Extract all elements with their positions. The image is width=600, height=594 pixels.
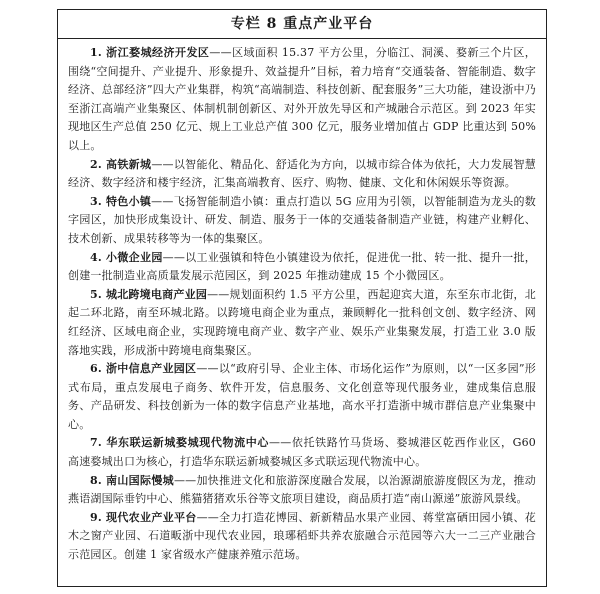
- item-text: ——依托铁路竹马货场、婺城港区乾西作业区，G60 高速婺城出口为核心，打造华东联运新城婺城区多式联运现代物流中心。: [68, 436, 536, 469]
- item-text: ——规划面积约 1.5 平方公里，西起迎宾大道，东至东市北街，北起二环北路，南至环城北路。以跨境电商企业为重点，兼顾孵化一批科创文创、数字经济、网红经济、区域电商企业，实现跨境电商产业、数字产业、娱乐产业集聚发展，打造工业 3.0 版落地实践，形成浙中跨境电商集聚区。: [68, 287, 536, 357]
- item-text: ——飞扬智能制造小镇：重点打造以 5G 应用为引领，以智能制造为龙头的数字园区，加快形成集设计、研发、制造、服务于一体的交通装备制造产业链，构建产业孵化、技术创新、成果转移等为一体的集聚区。: [68, 194, 536, 245]
- list-item: [68, 360, 536, 434]
- list-item: [68, 472, 536, 509]
- list-item: [68, 44, 536, 156]
- item-text: ——以“政府引导、企业主体、市场化运作”为原则，以“一区多园”形式布局，重点发展电子商务、软件开发，信息服务、文化创意等现代服务业，建成集信息服务、产品研发、科技创新为一体的数字信息产业基地，高水平打造浙中城市群信息产业集聚中心。: [68, 362, 536, 431]
- list-item: [68, 434, 536, 471]
- item-text: ——加快推进文化和旅游深度融合发展，以治源湖旅游度假区为龙，推动燕语湖国际垂钓中心、熊猫猪猪欢乐谷等文旅项目建设，商品质打造“南山源递”旅游风景线。: [68, 473, 536, 506]
- item-heading: 3. 特色小镇: [90, 194, 152, 208]
- item-text: ——以工业强镇和特色小镇建设为依托，促进优一批、转一批、提升一批，创建一批制造业高质量发展示范园区，到 2025 年推动建成 15 个小微园区。: [68, 250, 536, 283]
- item-heading: 1. 浙江婺城经济开发区: [90, 46, 210, 59]
- item-heading: 4. 小微企业园: [90, 250, 163, 264]
- item-heading: 2. 高铁新城: [90, 157, 152, 171]
- item-heading: 6. 浙中信息产业园区: [90, 362, 197, 376]
- item-text: ——以智能化、精品化、舒适化为方向，以城市综合体为依托，大力发展智慧经济、数字经济和楼宇经济，汇集高端教育、医疗、购物、健康、文化和休闲娱乐等资源。: [68, 157, 536, 190]
- item-heading: 7. 华东联运新城婺城现代物流中心: [90, 436, 270, 450]
- item-text: ——区域面积 15.37 平方公里，分临江、洞溪、婺新三个片区，围绕“空间提升、产业提升、形象提升、效益提升”目标，着力培育“交通装备、智能制造、数字经济、总部经济”四大产业集群，构筑“高端制造、科技创新、配套服务”三大功能，建设浙中乃至浙江高端产业集聚区、体制机制创新区、对外开放先导区和产城融合示范区。到 2023 年实现地区生产总值 250 亿元、规上工业总产值 300 亿元，服务业增加值占 GDP 比重达到 50%以上。: [68, 46, 536, 152]
- panel-content: [58, 39, 546, 565]
- item-heading: 9. 现代农业产业平台: [90, 510, 197, 524]
- item-heading: 5. 城北跨境电商产业园: [90, 287, 208, 301]
- item-text: ——全力打造花博园、新新精品水果产业园、蒋堂富硒田园小镇、花木之窗产业园、石道畈浙中现代农业园，琅琊稻虾共养农旅融合示范园等六大一二三产业融合示范园区。创建 1 家省级水产健康养殖示范场。: [68, 510, 537, 562]
- list-item: [68, 193, 536, 249]
- list-item: [68, 249, 536, 286]
- list-item: [68, 286, 536, 360]
- item-heading: 8. 南山国际慢城: [90, 473, 174, 487]
- panel-title: 专栏 8 重点产业平台: [58, 10, 546, 39]
- list-item: [68, 509, 536, 565]
- feature-panel: [57, 9, 547, 587]
- list-item: [68, 156, 536, 193]
